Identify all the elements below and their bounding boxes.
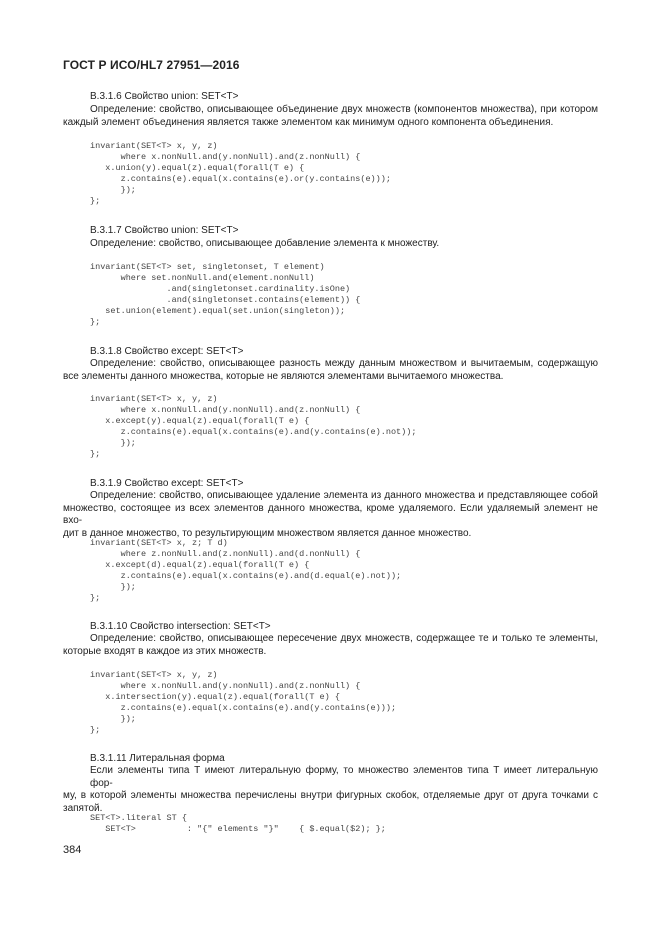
section-heading: B.3.1.6 Свойство union: SET<T> — [90, 91, 239, 102]
code-line: set.union(element).equal(set.union(singleton)); — [90, 306, 346, 316]
code-line: SET<T>.literal ST { — [90, 813, 187, 823]
document-header: ГОСТ Р ИСО/HL7 27951—2016 — [63, 58, 240, 72]
section-heading: B.3.1.8 Свойство except: SET<T> — [90, 346, 244, 357]
code-line: }); — [90, 185, 136, 195]
code-block — [90, 394, 416, 460]
section-heading: B.3.1.10 Свойство intersection: SET<T> — [90, 621, 271, 632]
code-line: invariant(SET<T> x, y, z) — [90, 394, 218, 404]
section-heading: B.3.1.7 Свойство union: SET<T> — [90, 225, 239, 236]
code-line: invariant(SET<T> set, singletonset, T element) — [90, 262, 325, 272]
code-block — [90, 670, 396, 736]
code-line: z.contains(e).equal(x.contains(e).and(d.equal(e).not)); — [90, 571, 402, 581]
code-line: where z.nonNull.and(z.nonNull).and(d.nonNull) { — [90, 549, 361, 559]
code-line: where x.nonNull.and(y.nonNull).and(z.nonNull) { — [90, 152, 361, 162]
definition-line: Определение: свойство, описывающее добавление элемента к множеству. — [90, 238, 440, 249]
code-block — [90, 538, 401, 604]
definition-line: Определение: свойство, описывающее разность между данным множеством и вычитаемым, содержащую — [90, 358, 598, 369]
section-definition — [63, 238, 598, 251]
code-line: x.intersection(y).equal(z).equal(forall(T e) { — [90, 692, 340, 702]
definition-line: каждый элемент объединения является также элементом как минимум одного компонента объединения. — [63, 116, 554, 128]
code-line: }; — [90, 725, 101, 735]
definition-line: запятой. — [63, 802, 103, 814]
section-definition — [63, 358, 598, 383]
code-line: where x.nonNull.and(y.nonNull).and(z.nonNull) { — [90, 405, 361, 415]
code-line: }; — [90, 593, 101, 603]
code-block — [90, 141, 391, 207]
definition-line: которые входят в каждое из этих множеств. — [63, 645, 267, 657]
code-line: SET<T> : "{" elements "}" { $.equal($2); }; — [90, 824, 386, 834]
section-heading: B.3.1.11 Литеральная форма — [90, 753, 225, 764]
definition-line: все элементы данного множества, которые не являются элементами вычитаемого множества. — [63, 370, 504, 382]
definition-line: дит в данное множество, то результирующим множеством является данное множество. — [63, 527, 472, 539]
code-line: }; — [90, 317, 101, 327]
code-line: where set.nonNull.and(element.nonNull) — [90, 273, 315, 283]
definition-line: Определение: свойство, описывающее удаление элемента из данного множества и представляющее собой — [90, 490, 598, 501]
code-line: }); — [90, 582, 136, 592]
code-line: }); — [90, 438, 136, 448]
code-block — [90, 813, 386, 835]
definition-line: множество, состоящее из всех элементов данного множества, кроме удаляемого. Если удаляемый элемент не вхо- — [63, 502, 598, 526]
definition-line: Определение: свойство, описывающее пересечение двух множеств, содержащее те и только те элементы, — [90, 633, 598, 644]
code-block — [90, 262, 360, 328]
code-line: x.except(y).equal(z).equal(forall(T e) { — [90, 416, 310, 426]
code-line: }; — [90, 449, 101, 459]
section-definition — [63, 490, 598, 540]
section-definition — [63, 633, 598, 658]
definition-line: му, в которой элементы множества перечислены внутри фигурных скобок, отделяемые друг от друга точками с — [63, 790, 598, 801]
code-line: invariant(SET<T> x, y, z) — [90, 141, 218, 151]
section-heading: B.3.1.9 Свойство except: SET<T> — [90, 478, 244, 489]
code-line: }); — [90, 714, 136, 724]
section-definition — [63, 765, 598, 815]
definition-line: Если элементы типа T имеют литеральную форму, то множество элементов типа T имеет литеральную фор- — [90, 765, 598, 789]
section-definition — [63, 104, 598, 129]
code-line: z.contains(e).equal(x.contains(e).and(y.contains(e))); — [90, 703, 397, 713]
code-line: z.contains(e).equal(x.contains(e).or(y.contains(e))); — [90, 174, 391, 184]
code-line: z.contains(e).equal(x.contains(e).and(y.contains(e).not)); — [90, 427, 417, 437]
page-number: 384 — [63, 844, 82, 856]
code-line: invariant(SET<T> x, y, z) — [90, 670, 218, 680]
code-line: }; — [90, 196, 101, 206]
code-line: invariant(SET<T> x, z; T d) — [90, 538, 228, 548]
definition-line: Определение: свойство, описывающее объединение двух множеств (компонентов множества), при котором — [90, 104, 598, 115]
code-line: where x.nonNull.and(y.nonNull).and(z.nonNull) { — [90, 681, 361, 691]
code-line: x.union(y).equal(z).equal(forall(T e) { — [90, 163, 305, 173]
code-line: .and(singletonset.contains(element)) { — [90, 295, 361, 305]
code-line: x.except(d).equal(z).equal(forall(T e) { — [90, 560, 310, 570]
code-line: .and(singletonset.cardinality.isOne) — [90, 284, 351, 294]
